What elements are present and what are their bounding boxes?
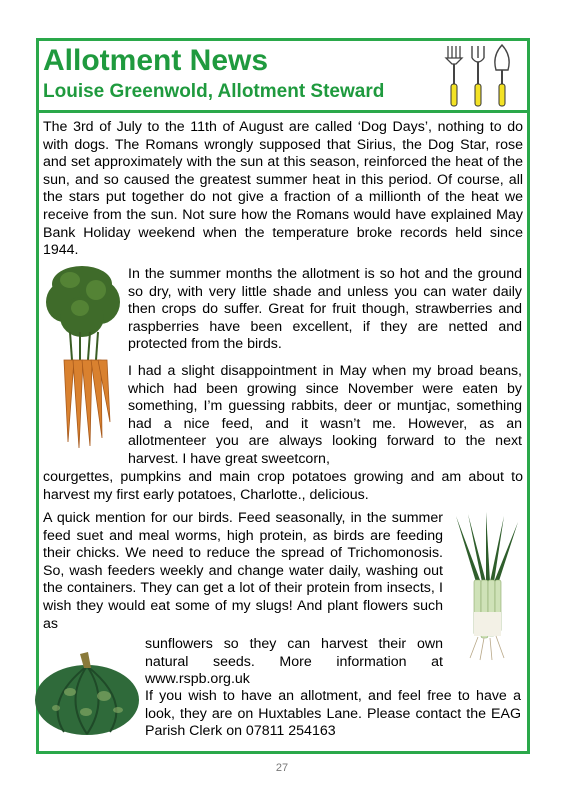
garden-tools-icon (440, 42, 520, 108)
paragraph-summer-heat: In the summer months the allotment is so hot and the ground so dry, with very little shade and unless you can water daily then crops do suffer. Great for fruit though, strawberries and raspberries have been excellent, if they are netted and protected from the birds. (128, 266, 522, 353)
paragraph-sunflowers: sunflowers so they can harvest their own natural seeds. More information at www.rspb.org.uk (145, 636, 443, 688)
paragraph-birds: A quick mention for our birds. Feed seasonally, in the summer feed suet and meal worms, high protein, as birds are feeding their chicks. We need to reduce the spread of Trichomonosis. So, wash feeders weekly and change water daily, washing out the containers. They can get a lot of their protein from insects, I wish they would eat some of my slugs! And plant flowers such as (43, 510, 443, 632)
paragraph-broad-beans-continued: courgettes, pumpkins and main crop potatoes growing and am about to harvest my first early potatoes, Charlotte., delicious. (43, 469, 523, 503)
paragraph-dog-days: The 3rd of July to the 11th of August are called ‘Dog Days’, nothing to do with dogs. The Romans wrongly supposed that Sirius, the Dog Star, rose and set approximately with the sun at this season, reinforced the heat of the sun, and so caused the greatest summer heat in this period. Of course, all the stars put together do not give a fraction of a millionth of the heat we receive from the sun. Not sure how the Romans would have explained May Bank Holiday weekend when the temperature broke records held since 1944. (43, 119, 523, 259)
leeks-photo (446, 512, 526, 662)
page-number: 27 (275, 762, 289, 774)
carrots-photo (40, 262, 126, 452)
header-divider (36, 110, 530, 113)
paragraph-allotment-contact: If you wish to have an allotment, and feel free to have a look, they are on Huxtables Lane. Please contact the EAG Parish Clerk on 07811 254163 (145, 688, 521, 740)
page-title: Allotment News (43, 44, 269, 77)
byline: Louise Greenwold, Allotment Steward (43, 81, 385, 102)
paragraph-broad-beans: I had a slight disappointment in May when my broad beans, which had been growing since November were eaten by something, I’m guessing rabbits, deer or muntjac, something had a nice feed, and it wasn’t me. However, as an allotmenteer you are always looking forward to the next harvest. I have great sweetcorn, (128, 363, 522, 467)
pumpkin-photo (34, 652, 140, 736)
